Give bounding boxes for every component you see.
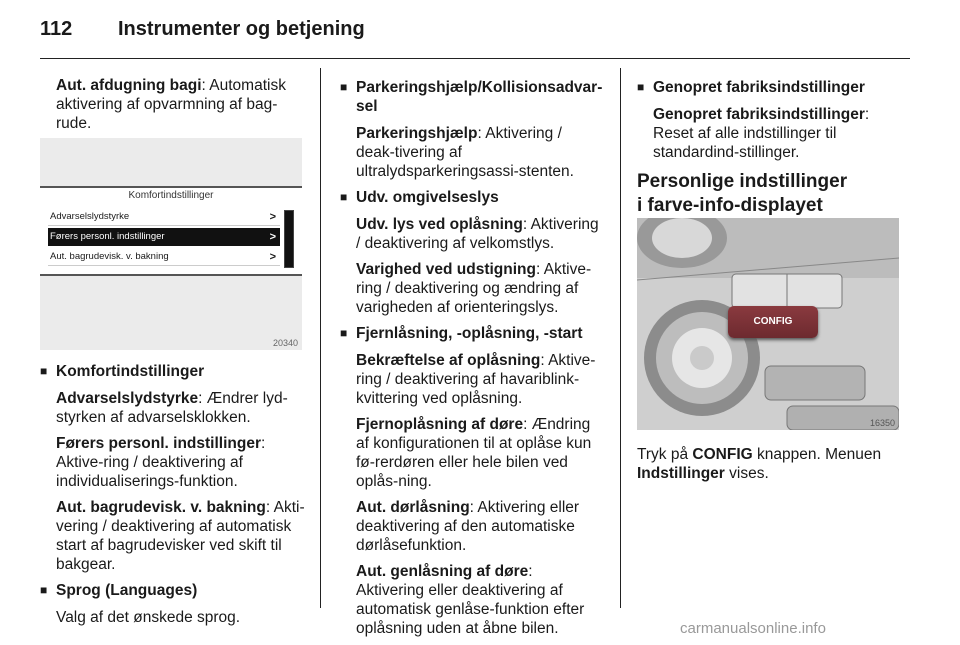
column-1 <box>40 76 302 140</box>
settings-screen <box>40 186 302 276</box>
entry: Førers personl. indstillinger: Aktive-ring / deaktivering af individualiserings-funktion. <box>56 435 266 490</box>
page-number: 112 <box>40 18 73 40</box>
entry: Genopret fabriksindstillinger: Reset af alle indstillinger til standardind-stillinger. <box>653 106 870 161</box>
section-title: Personlige indstillinger i farve-info-displayet <box>637 171 848 216</box>
bullet-fjernlaasning: ■ Fjernlåsning, -oplåsning, -start <box>340 324 604 343</box>
column-3 <box>637 78 905 232</box>
bullet-parkering: ■ Parkeringshjælp/Kollisionsadvar-sel <box>340 78 604 116</box>
entry: Aut. dørlåsning: Aktivering eller deaktivering af den automatiske dørlåsefunktion. <box>356 499 580 554</box>
figure-number: 16350 <box>869 418 895 428</box>
settings-screen-figure <box>40 138 302 350</box>
column-divider-1 <box>320 68 321 608</box>
config-button: CONFIG <box>728 306 818 338</box>
entry: Udv. lys ved oplåsning: Aktivering / deaktivering af velkomstlys. <box>356 216 599 252</box>
header-rule <box>40 58 910 59</box>
entry: Aut. genlåsning af døre: Aktivering eller deaktivering af automatisk genlåse-funktion efter oplåsning uden at åbne bilen. <box>356 563 585 637</box>
menu-item-selected[interactable]: Førers personl. indstillinger > <box>48 228 280 246</box>
chevron-right-icon: > <box>269 251 276 263</box>
chevron-right-icon: > <box>269 231 276 243</box>
chevron-right-icon: > <box>269 211 276 223</box>
entry: Fjernoplåsning af døre: Ændring af konfigurationen til at oplåse kun fø-rerdøren eller hele bilen ved oplås-ning. <box>356 416 592 490</box>
scrollbar-thumb <box>285 211 293 267</box>
bullet-sprog: ■ Sprog (Languages) <box>40 581 305 600</box>
entry: Bekræftelse af oplåsning: Aktive-ring / deaktivering af havariblink-kvittering ved oplåsning. <box>356 352 596 407</box>
figure-number: 20340 <box>272 338 298 348</box>
entry: Advarselslydstyrke: Ændrer lyd-styrken af advarselsklokken. <box>56 390 288 426</box>
column-1-lower <box>40 362 305 634</box>
bullet-komfort: ■ Komfortindstillinger <box>40 362 305 381</box>
scrollbar <box>284 210 294 268</box>
entry: Valg af det ønskede sprog. <box>56 609 241 626</box>
watermark: carmanualsonline.info <box>680 620 826 637</box>
screen-title: Komfortindstillinger <box>128 190 214 201</box>
instruction-paragraph: Tryk på CONFIG knappen. Menuen Indstillinger vises. <box>637 446 882 482</box>
column-3-lower <box>637 445 905 490</box>
intro-paragraph: Aut. afdugning bagi: Automatisk aktivering af opvarmning af bag-rude. <box>56 77 286 132</box>
entry: Aut. bagrudevisk. v. bakning: Akti-vering / deaktivering af automatisk start af bagrudevisker ved skift til bakgear. <box>56 499 305 573</box>
column-divider-2 <box>620 68 621 608</box>
column-2 <box>340 78 604 645</box>
bullet-omgivelseslys: ■ Udv. omgivelseslys <box>340 188 604 207</box>
menu-item[interactable]: Advarselslydstyrke > <box>48 208 280 226</box>
entry: Varighed ved udstigning: Aktive-ring / deaktivering og ændring af varigheden af orienteringslys. <box>356 261 592 316</box>
entry: Parkeringshjælp: Aktivering / deak-tivering af ultralydsparkeringsassi-stenten. <box>356 125 574 180</box>
bullet-genopret: ■ Genopret fabriksindstillinger <box>637 78 905 97</box>
page-title: Instrumenter og betjening <box>118 18 365 40</box>
menu-item[interactable]: Aut. bagrudevisk. v. bakning > <box>48 248 280 266</box>
